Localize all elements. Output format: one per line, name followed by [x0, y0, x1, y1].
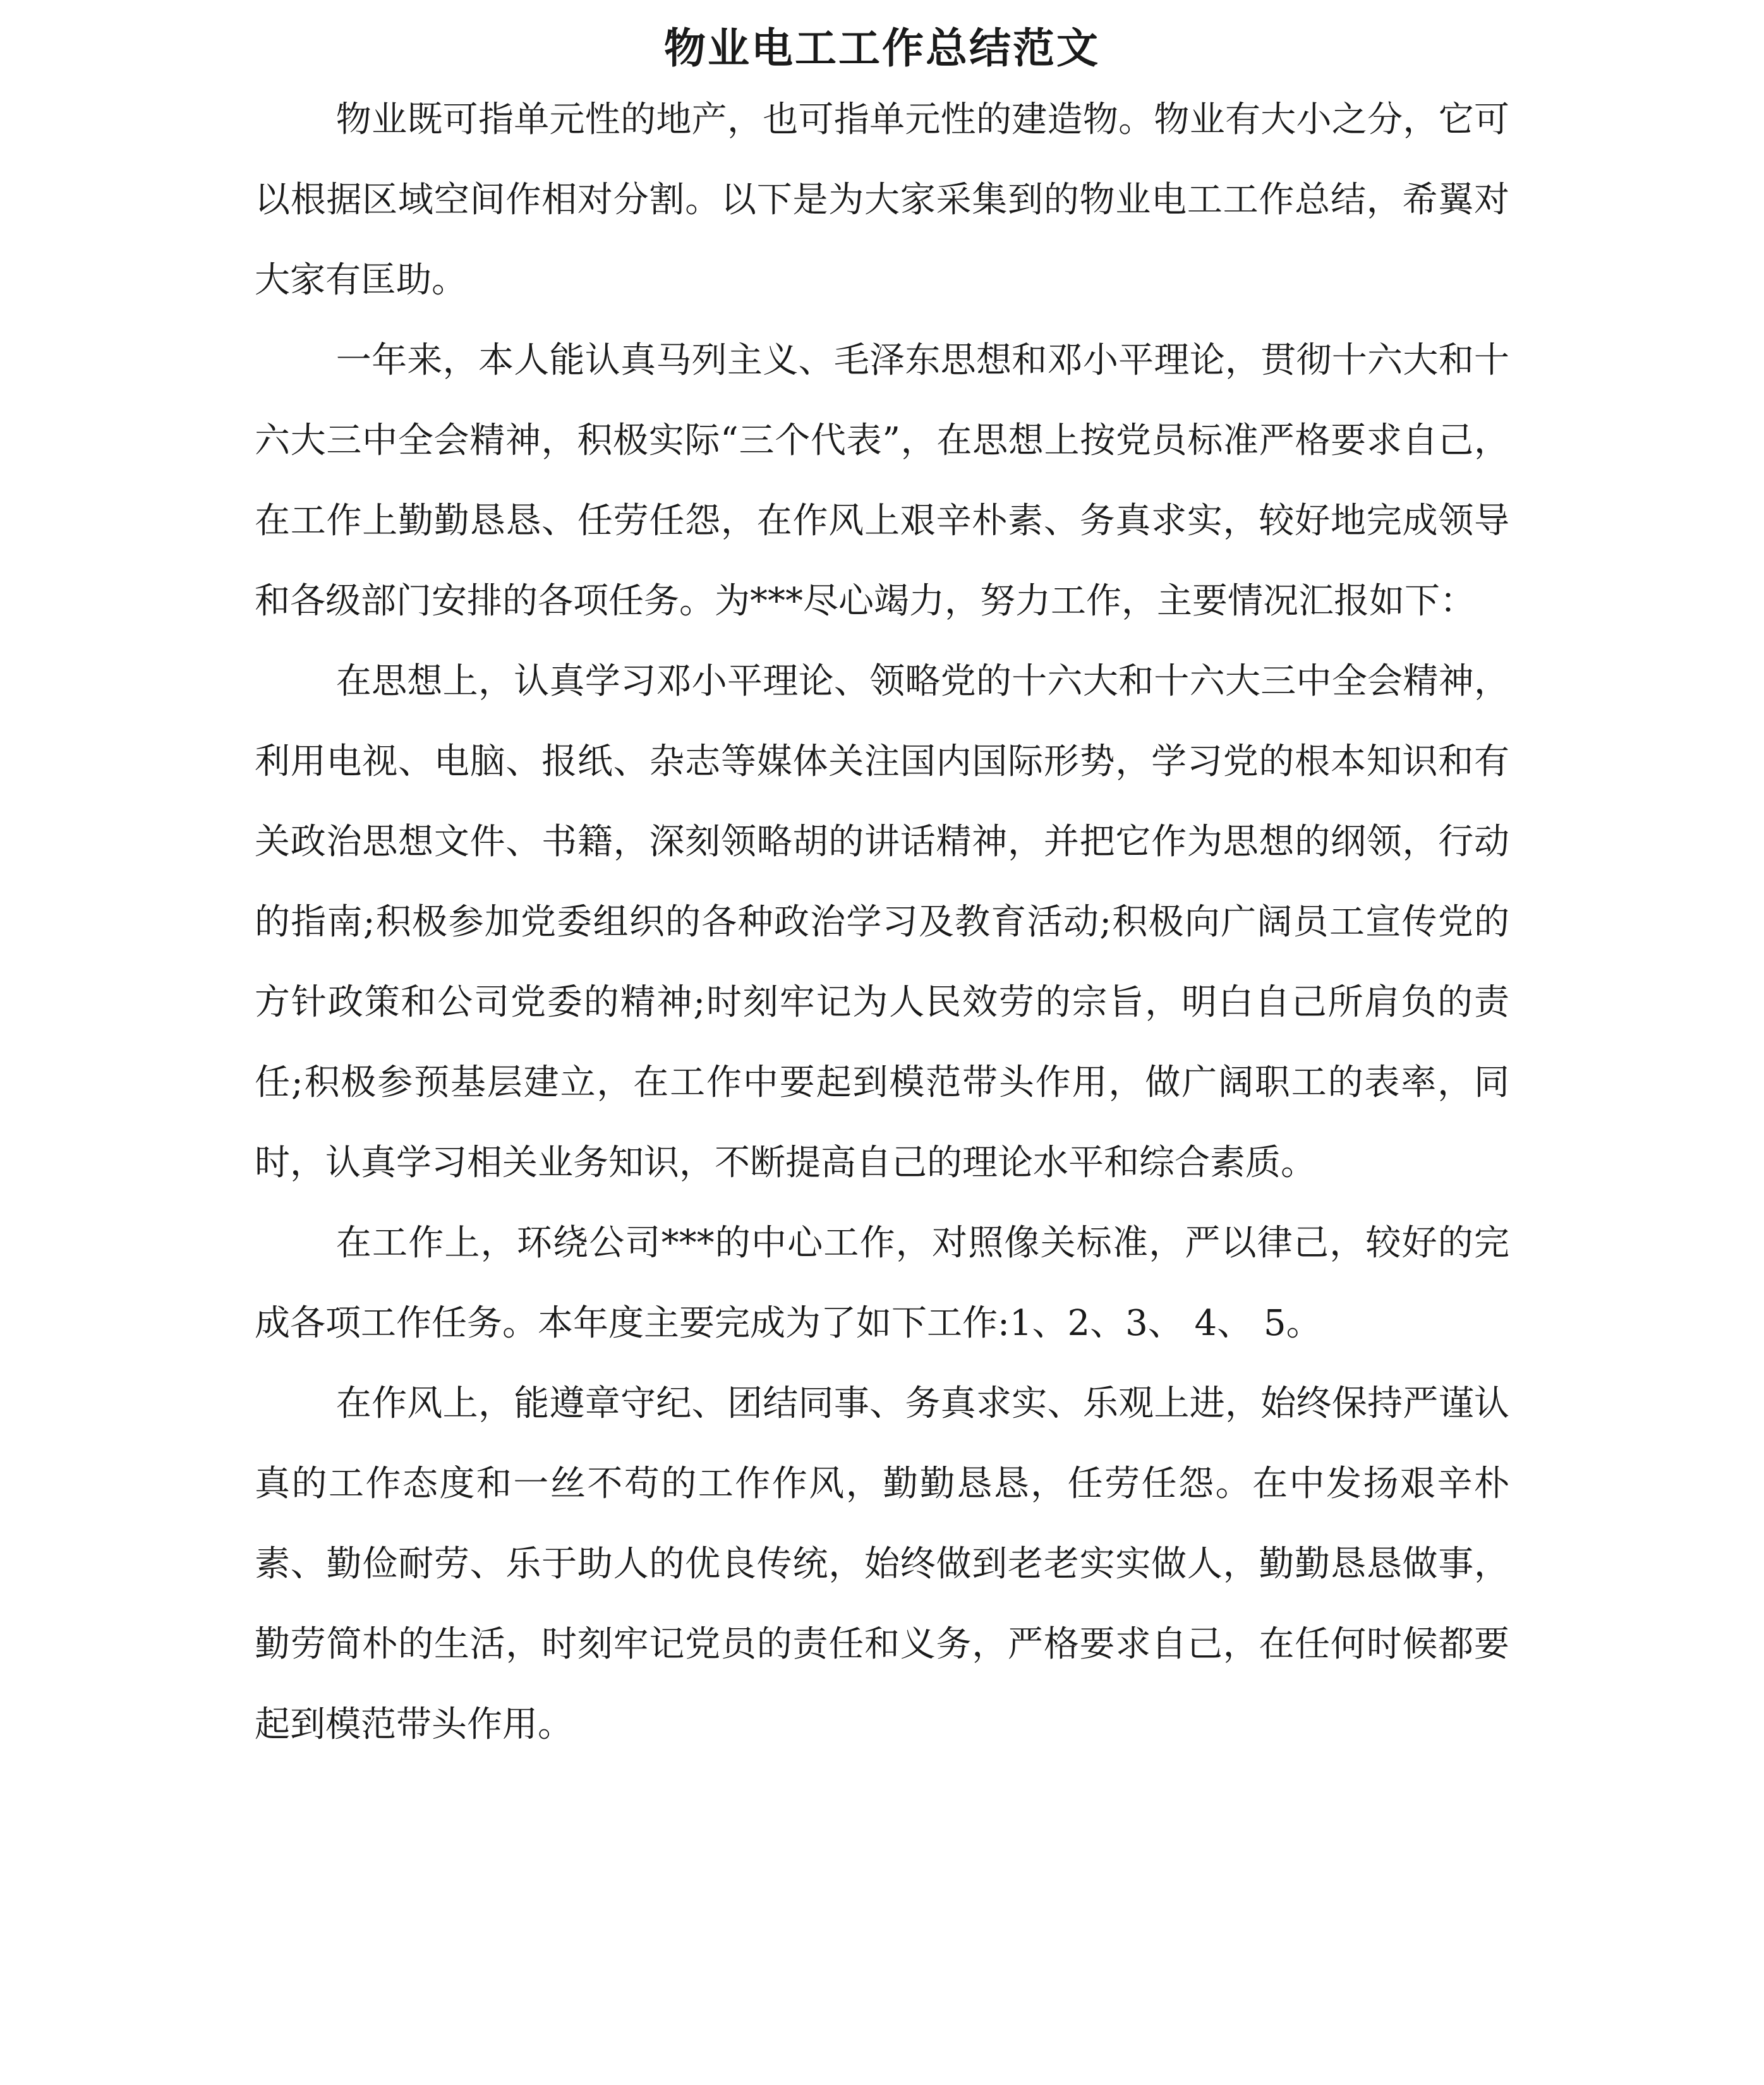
paragraph-work: 在工作上，环绕公司***的中心工作，对照像关标准，严以律己，较好的完成各项工作任务。本年度主要完成为了如下工作:1、2、3、 4、 5。 — [255, 1223, 1509, 1344]
document-page — [255, 0, 1509, 1765]
document-title: 物业电工工作总结范文 — [664, 24, 1100, 73]
paragraph-style: 在作风上，能遵章守纪、团结同事、务真求实、乐观上进，始终保持严谨认真的工作态度和一丝不苟的工作作风，勤勤恳恳，任劳任怨。在中发扬艰辛朴素、勤俭耐劳、乐于助人的优良传统，始终做到老老实实做人，勤勤恳恳做事，勤劳简朴的生活，时刻牢记党员的责任和义务，严格要求自己，在任何时候都要起到模范带头作用。 — [255, 1383, 1509, 1745]
paragraph-overview: 一年来，本人能认真马列主义、毛泽东思想和邓小平理论，贯彻十六大和十六大三中全会精神，积极实际“三个代表”，在思想上按党员标准严格要求自己，在工作上勤勤恳恳、任劳任怨，在作风上艰辛朴素、务真求实，较好地完成领导和各级部门安排的各项任务。为***尽心竭力，努力工作，主要情况汇报如下： — [255, 340, 1509, 622]
paragraph-thought: 在思想上，认真学习邓小平理论、领略党的十六大和十六大三中全会精神，利用电视、电脑、报纸、杂志等媒体关注国内国际形势，学习党的根本知识和有关政治思想文件、书籍，深刻领略胡的讲话精神，并把它作为思想的纲领，行动的指南;积极参加党委组织的各种政治学习及教育活动;积极向广阔员工宣传党的方针政策和公司党委的精神;时刻牢记为人民效劳的宗旨，明白自己所肩负的责任;积极参预基层建立，在工作中要起到模范带头作用，做广阔职工的表率，同时，认真学习相关业务知识，不断提高自己的理论水平和综合素质。 — [255, 661, 1509, 1183]
paragraph-intro: 物业既可指单元性的地产，也可指单元性的建造物。物业有大小之分，它可以根据区域空间作相对分割。以下是为大家采集到的物业电工工作总结，希翼对大家有匡助。 — [255, 99, 1509, 301]
